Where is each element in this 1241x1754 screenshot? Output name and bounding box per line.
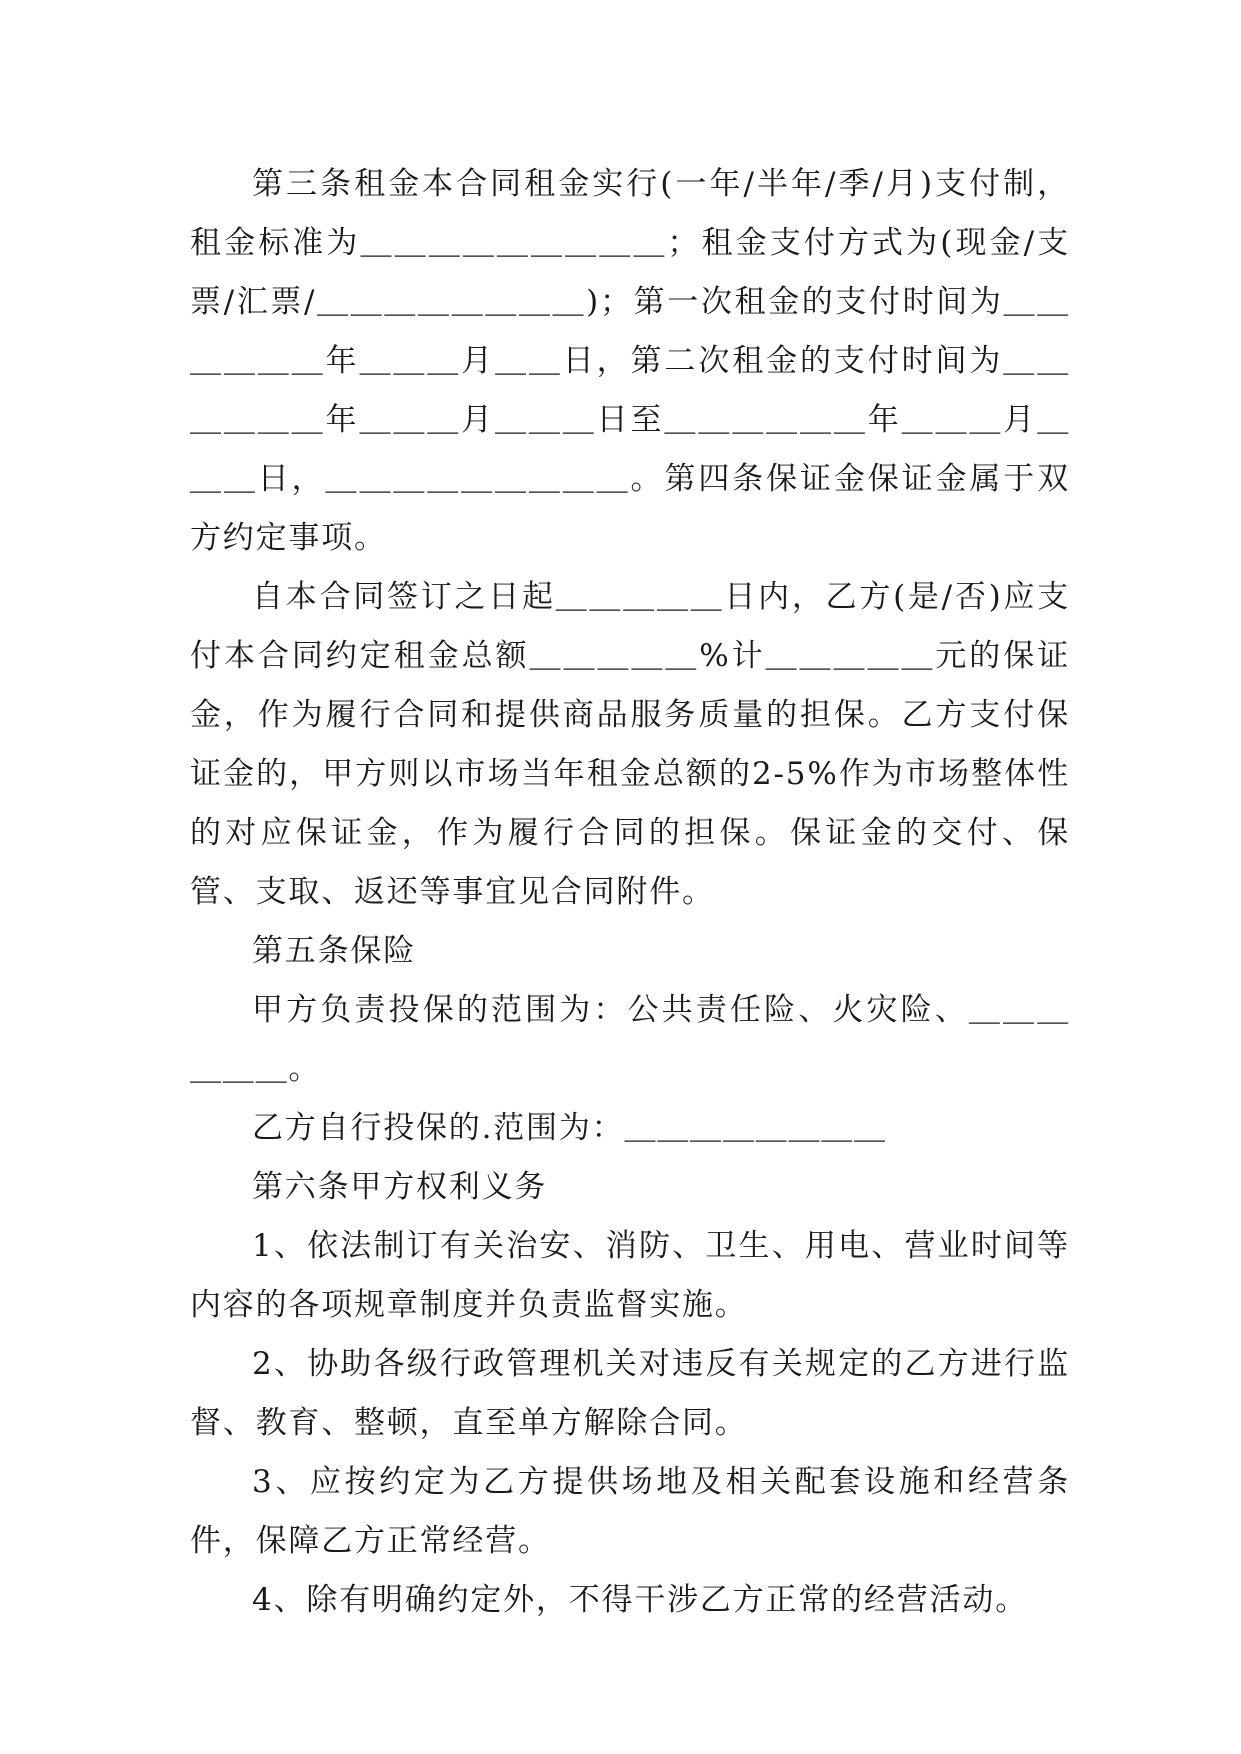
heading-article-5-insurance: 第五条保险 bbox=[252, 933, 416, 969]
paragraph-item-3: 3、应按约定为乙方提供场地及相关配套设施和经营条件，保障乙方正常经营。 bbox=[190, 1464, 1070, 1559]
document-body bbox=[190, 155, 1070, 1630]
paragraph-deposit-terms: 自本合同签订之日起＿＿＿＿＿日内，乙方(是/否)应支付本合同约定租金总额＿＿＿＿＿%计＿＿＿＿＿元的保证金，作为履行合同和提供商品服务质量的担保。乙方支付保证金的，甲方则以市场当年租金总额的2-5%作为市场整体性的对应保证金，作为履行合同的担保。保证金的交付、保管、支取、返还等事宜见合同附件。 bbox=[190, 579, 1070, 910]
paragraph-party-a-insurance: 甲方负责投保的范围为：公共责任险、火灾险、＿＿＿＿＿＿。 bbox=[190, 992, 1070, 1087]
paragraph-article-3-rent: 第三条租金本合同租金实行(一年/半年/季/月)支付制，租金标准为＿＿＿＿＿＿＿＿＿；租金支付方式为(现金/支票/汇票/＿＿＿＿＿＿＿＿)；第一次租金的支付时间为＿＿＿＿＿＿年＿＿＿月＿＿日，第二次租金的支付时间为＿＿＿＿＿＿年＿＿＿月＿＿＿日至＿＿＿＿＿＿年＿＿＿月＿＿＿日，＿＿＿＿＿＿＿＿＿。第四条保证金保证金属于双方约定事项。 bbox=[190, 166, 1070, 556]
paragraph-item-4: 4、除有明确约定外，不得干涉乙方正常的经营活动。 bbox=[252, 1582, 1028, 1618]
paragraph-item-2: 2、协助各级行政管理机关对违反有关规定的乙方进行监督、教育、整顿，直至单方解除合同。 bbox=[190, 1346, 1070, 1441]
heading-article-6-party-a-rights: 第六条甲方权利义务 bbox=[252, 1169, 548, 1205]
paragraph-party-b-insurance: 乙方自行投保的.范围为：＿＿＿＿＿＿＿＿ bbox=[252, 1110, 887, 1146]
paragraph-item-1: 1、依法制订有关治安、消防、卫生、用电、营业时间等内容的各项规章制度并负责监督实施。 bbox=[190, 1228, 1070, 1323]
